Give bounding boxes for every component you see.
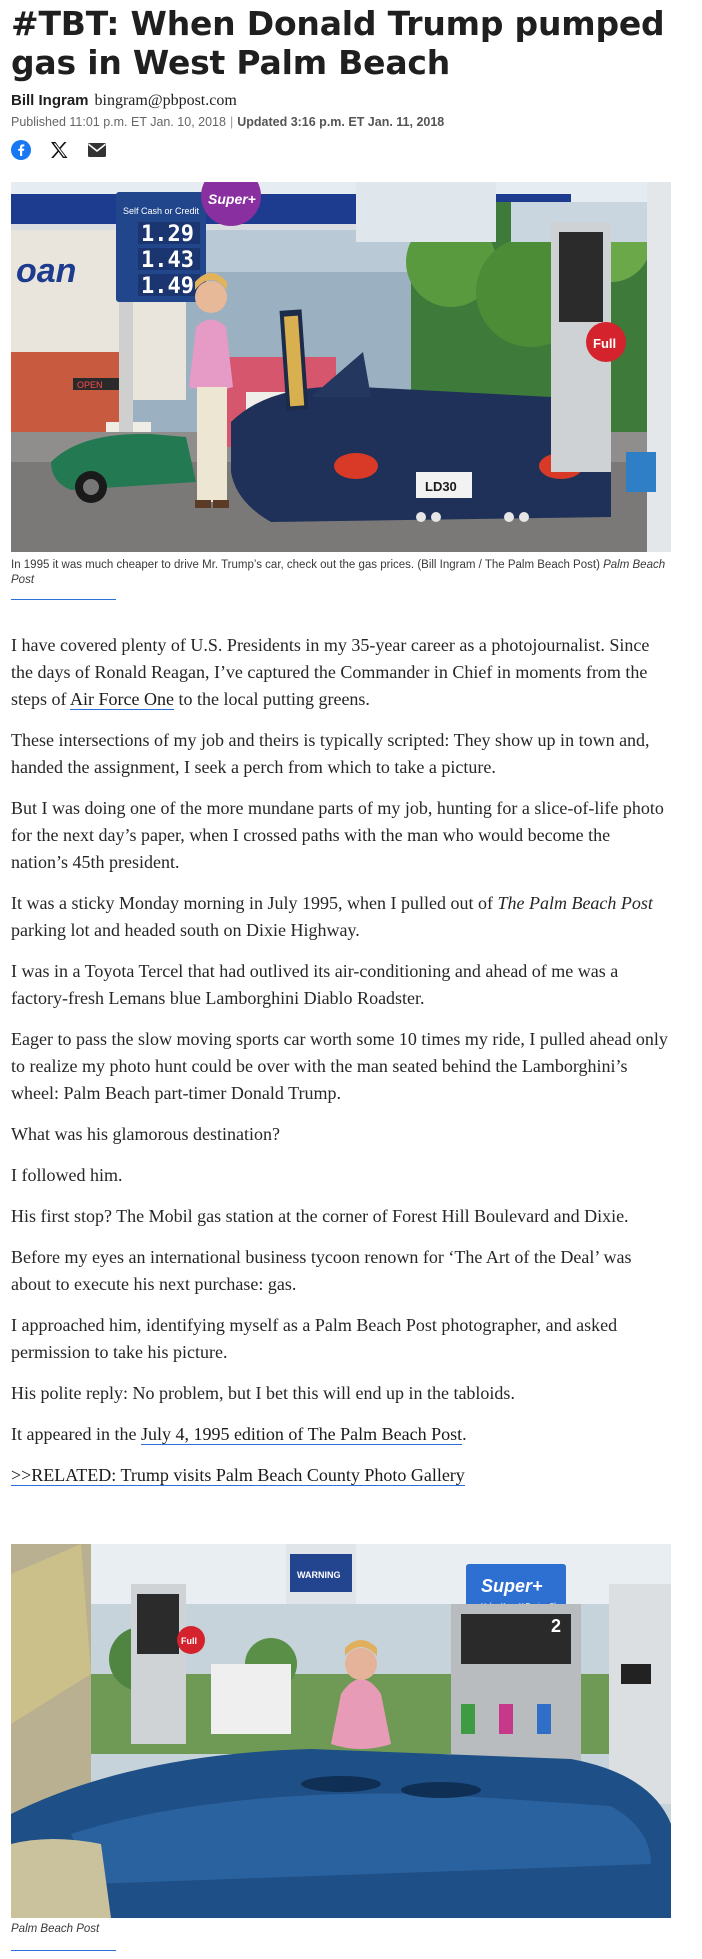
svg-text:oan: oan: [16, 252, 77, 290]
related-photo-gallery-link[interactable]: >>RELATED: Trump visits Palm Beach County Photo Gallery: [11, 1465, 465, 1485]
updated-date: Updated 3:16 p.m. ET Jan. 11, 2018: [237, 115, 445, 129]
email-icon[interactable]: [87, 142, 107, 158]
paragraph: Before my eyes an international business tycoon renown for ‘The Art of the Deal’ was about to execute his next purchase: gas.: [11, 1247, 632, 1294]
photo-caption-2: [11, 1922, 671, 1937]
x-icon[interactable]: [49, 140, 69, 160]
paragraph: These intersections of my job and theirs is typically scripted: They show up in town and, handed the assignment, I seek a perch from which to take a picture.: [11, 730, 650, 777]
caption-credit: Palm Beach Post: [11, 1923, 100, 1935]
author-name[interactable]: Bill Ingram: [11, 92, 89, 109]
paragraph: What was his glamorous destination?: [11, 1124, 280, 1144]
paragraph: It was a sticky Monday morning in July 1995, when I pulled out of The Palm Beach Post parking lot and headed south on Dixie Highway.: [11, 893, 653, 940]
svg-text:Full: Full: [593, 336, 617, 351]
svg-text:Super+: Super+: [481, 1576, 543, 1596]
byline: [11, 92, 237, 110]
paragraph: I approached him, identifying myself as a Palm Beach Post photographer, and asked permission to take his picture.: [11, 1315, 618, 1362]
paragraph: [11, 1462, 671, 1489]
caption-divider: [11, 599, 116, 600]
july-4-1995-edition-link[interactable]: July 4, 1995 edition of The Palm Beach Post: [140, 1424, 463, 1444]
headline: #TBT: When Donald Trump pumped gas in West Palm Beach: [11, 4, 665, 82]
svg-text:1.29: 1.29: [141, 222, 194, 247]
svg-text:WARNING: WARNING: [297, 1570, 341, 1580]
paragraph: Eager to pass the slow moving sports car worth some 10 times my ride, I pulled ahead only to realize my photo hunt could be over with the man seated behind the Lamborghini’s wheel: Palm Beach part-timer Donald Trump.: [11, 1029, 668, 1103]
publication-name: The Palm Beach Post: [497, 893, 653, 913]
svg-text:2: 2: [551, 1616, 562, 1636]
svg-text:1.49: 1.49: [141, 274, 194, 299]
photo-lamborghini-gas-pump: [11, 1544, 671, 1918]
paragraph: I have covered plenty of U.S. Presidents in my 35-year career as a photojournalist. Since the days of Ronald Reagan, I’ve captured the Commander in Chief in moments from the steps of Air Force One to the local putting greens.: [11, 635, 650, 709]
paragraph: I was in a Toyota Tercel that had outlived its air-conditioning and ahead of me was a factory-fresh Lemans blue Lamborghini Diablo Roadster.: [11, 961, 619, 1008]
paragraph: But I was doing one of the more mundane parts of my job, hunting for a slice-of-life photo for the next day’s paper, when I crossed paths with the man who would become the nation’s 45th president.: [11, 798, 664, 872]
published-date: Published 11:01 p.m. ET Jan. 10, 2018: [11, 115, 226, 129]
paragraph: His first stop? The Mobil gas station at the corner of Forest Hill Boulevard and Dixie.: [11, 1206, 629, 1226]
caption-credit: Palm Beach Post: [11, 559, 666, 586]
svg-text:Super+: Super+: [208, 191, 256, 207]
article-body: [11, 632, 671, 1503]
air-force-one-link[interactable]: Air Force One: [70, 689, 174, 709]
dateline: [11, 115, 444, 129]
photo-trump-gas-1995: [11, 182, 671, 552]
share-bar: [11, 140, 107, 160]
paragraph: I followed him.: [11, 1165, 123, 1185]
caption-text: In 1995 it was much cheaper to drive Mr. Trump’s car, check out the gas prices. (Bill Ingram / The Palm Beach Post): [11, 559, 600, 571]
svg-text:LD30: LD30: [425, 479, 457, 494]
paragraph: His polite reply: No problem, but I bet this will end up in the tabloids.: [11, 1383, 515, 1403]
photo-caption-1: [11, 558, 671, 588]
paragraph: It appeared in the July 4, 1995 edition of The Palm Beach Post.: [11, 1424, 467, 1444]
author-email[interactable]: bingram@pbpost.com: [94, 92, 237, 109]
svg-text:Full: Full: [181, 1636, 197, 1646]
svg-text:OPEN: OPEN: [77, 380, 103, 390]
date-separator: |: [229, 115, 234, 129]
svg-text:Self Cash or Credit: Self Cash or Credit: [123, 206, 200, 216]
svg-text:1.43: 1.43: [141, 248, 194, 273]
facebook-icon[interactable]: [11, 140, 31, 160]
caption-divider: [11, 1950, 116, 1951]
